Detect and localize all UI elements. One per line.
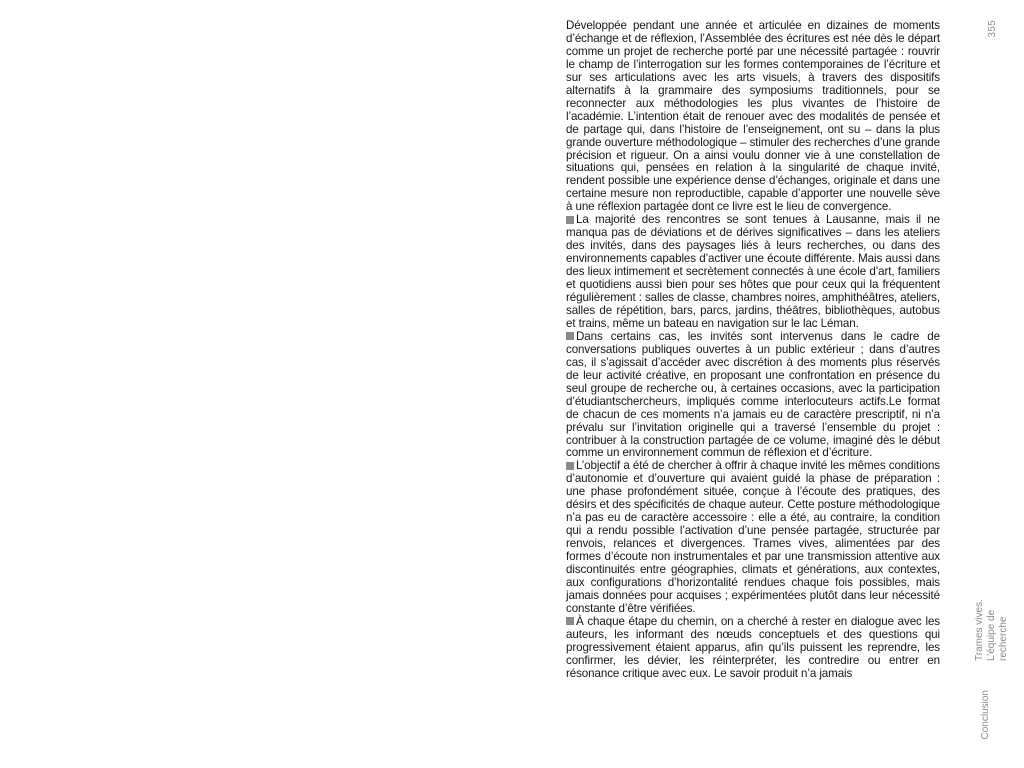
paragraph-4: L’objectif a été de chercher à offrir à chaque invité les mêmes conditions d’autonomie et d’ouverture qui avaient guidé la phase de préparation : une phase profondément située, conçue à l’écoute des pratiques, des désirs et des spécificités de chaque auteur. Cette posture méthodologique n’a pas eu de caractère accessoire : elle a été, au contraire, la condition qui a rendu possible l’activation d’une pensée partagée, structurée par renvois, relances et divergences. Trames vives, alimentées par des formes d’écoute non instrumentales et par une transmission attentive aux discontinuités entre géographies, climats et générations, aux contextes, aux configurations d’horizontalité rendues chaque fois possibles, mais jamais données pour acquises ; expérimentées plutôt dans leur nécessité constante d’être vérifiées.	[566, 459, 940, 615]
paragraph-2: La majorité des rencontres se sont tenues à Lausanne, mais il ne manqua pas de déviations et de dérives significatives – dans les ateliers des invités, dans des paysages liés à leurs recherches, ou dans des environnements capables d’activer une écoute différente. Mais aussi dans des lieux intimement et secrètement connectés à une école d’art, familiers et quotidiens aussi bien pour ses hôtes que pour ceux qui la fréquentent régulièrement : salles de classe, chambres noires, amphithéâtres, ateliers, salles de répétition, bars, parcs, jardins, théâtres, bibliothèques, autobus et trains, même un bateau en navigation sur le lac Léman.	[566, 213, 940, 330]
running-head	[974, 575, 1009, 661]
running-head-title: Trames vives.	[974, 599, 985, 661]
running-head-subtitle: L’équipe de recherche	[986, 609, 1009, 661]
body-text	[566, 20, 940, 681]
square-bullet-icon	[566, 332, 574, 340]
paragraph-5: À chaque étape du chemin, on a cherché à rester en dialogue avec les auteurs, les informant des nœuds conceptuels et des questions qui progressivement étaient apparus, afin qu’ils puissent les reprendre, les confirmer, les dévier, les réinterpréter, les contredire ou entrer en résonance critique avec eux. Le savoir produit n’a jamais	[566, 614, 940, 680]
section-label: Conclusion	[980, 690, 991, 740]
right-page	[512, 0, 1024, 768]
square-bullet-icon	[566, 216, 574, 224]
page-number: 355	[987, 20, 998, 38]
paragraph-3: Dans certains cas, les invités sont intervenus dans le cadre de conversations publiques ouvertes à un public extérieur ; dans d’autres cas, il s’agissait d’accéder avec discrétion à des moments plus réservés de leur activité créative, en proposant une confrontation en présence du seul groupe de recherche ou, à certaines occasions, avec la participation d’étudiantschercheurs, impliqués comme interlocuteurs actifs.Le format de chacun de ces moments n’a jamais eu de caractère prescriptif, ni n’a prévalu sur l’invitation originelle qui a traversé l’ensemble du projet : contribuer à la construction partagée de ce volume, imaginé dès le début comme un environnement commun de réflexion et d’écriture.	[566, 329, 940, 460]
paragraph-1: Développée pendant une année et articulée en dizaines de moments d’échange et de réflexion, l’Assemblée des écritures est née dès le départ comme un projet de recherche porté par une nécessité partagée : rouvrir le champ de l’interrogation sur les formes contemporaines de l’écriture et sur ses articulations avec les arts visuels, à travers des dispositifs alternatifs à la grammaire des symposiums traditionnels, pour se reconnecter aux méthodologies les plus vivantes de l’histoire de l’académie. L’intention était de renouer avec des modalités de pensée et de partage qui, dans l’histoire de l’enseignement, ont su – dans la plus grande ouverture méthodologique – stimuler des recherches d’une grande précision et rigueur. On a ainsi voulu donner vie à une constellation de situations qui, pensées en relation à la singularité de chaque invité, rendent possible une expérience dense d’échanges, originale et dans une certaine mesure non reproductible, capable d’apporter une nouvelle sève à une réflexion partagée dont ce livre est le lieu de convergence.	[566, 19, 940, 214]
square-bullet-icon	[566, 462, 574, 470]
square-bullet-icon	[566, 617, 574, 625]
